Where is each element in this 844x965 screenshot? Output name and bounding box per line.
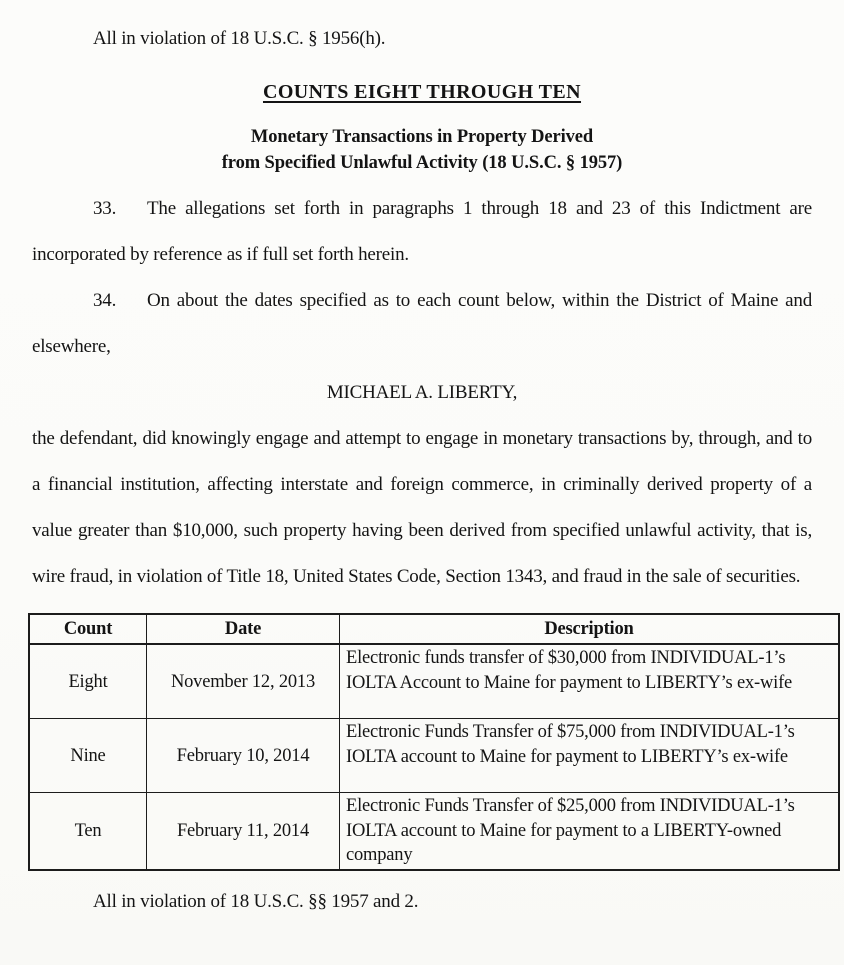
paragraph-34-number: 34. <box>93 290 117 311</box>
date-cell: February 10, 2014 <box>147 719 340 793</box>
paragraph-34-text: On about the dates specified as to each count below, within the District of Maine and elsewhere, <box>32 290 812 357</box>
table-header-row <box>29 614 839 644</box>
header-description: Description <box>340 614 840 644</box>
paragraph-33-number: 33. <box>93 198 117 219</box>
count-cell: Ten <box>29 793 147 870</box>
charging-paragraph: the defendant, did knowingly engage and attempt to engage in monetary transactions by, through, and to a financial institution, affecting interstate and foreign commerce, in criminally derived property of a value greater than $10,000, such property having been derived from specified unlawful activity, that is, wire fraud, in violation of Title 18, United States Code, Section 1343, and fraud in the sale of securities. <box>32 428 812 587</box>
violation-statement-top: All in violation of 18 U.S.C. § 1956(h). <box>93 28 386 49</box>
header-date: Date <box>147 614 340 644</box>
paragraph-34 <box>32 278 812 370</box>
table-row-count-ten <box>29 793 839 870</box>
date-cell: November 12, 2013 <box>147 644 340 719</box>
violation-statement-closing: All in violation of 18 U.S.C. §§ 1957 and 2. <box>93 890 419 912</box>
description-cell: Electronic funds transfer of $30,000 from INDIVIDUAL-1’s IOLTA Account to Maine for payment to LIBERTY’s ex-wife <box>340 644 840 719</box>
defendant-name: MICHAEL A. LIBERTY, <box>326 382 518 403</box>
table-row-count-eight <box>29 644 839 719</box>
paragraph-33 <box>32 186 812 278</box>
body-flow <box>32 186 812 600</box>
count-cell: Eight <box>29 644 147 719</box>
counts-heading-wrap <box>0 81 844 104</box>
counts-subheading-line2: from Specified Unlawful Activity (18 U.S.C. § 1957) <box>221 153 623 173</box>
counts-subheading-line1: Monetary Transactions in Property Derived <box>250 127 594 147</box>
counts-heading: COUNTS EIGHT THROUGH TEN <box>262 81 582 103</box>
count-cell: Nine <box>29 719 147 793</box>
header-count: Count <box>29 614 147 644</box>
description-cell: Electronic Funds Transfer of $25,000 from INDIVIDUAL-1’s IOLTA account to Maine for payment to a LIBERTY-owned company <box>340 793 840 870</box>
counts-subheading <box>0 124 844 176</box>
date-cell: February 11, 2014 <box>147 793 340 870</box>
counts-table <box>28 613 840 871</box>
description-cell: Electronic Funds Transfer of $75,000 from INDIVIDUAL-1’s IOLTA account to Maine for payment to LIBERTY’s ex-wife <box>340 719 840 793</box>
table-row-count-nine <box>29 719 839 793</box>
paragraph-33-text: The allegations set forth in paragraphs 1 through 18 and 23 of this Indictment are incorporated by reference as if full set forth herein. <box>32 198 812 265</box>
